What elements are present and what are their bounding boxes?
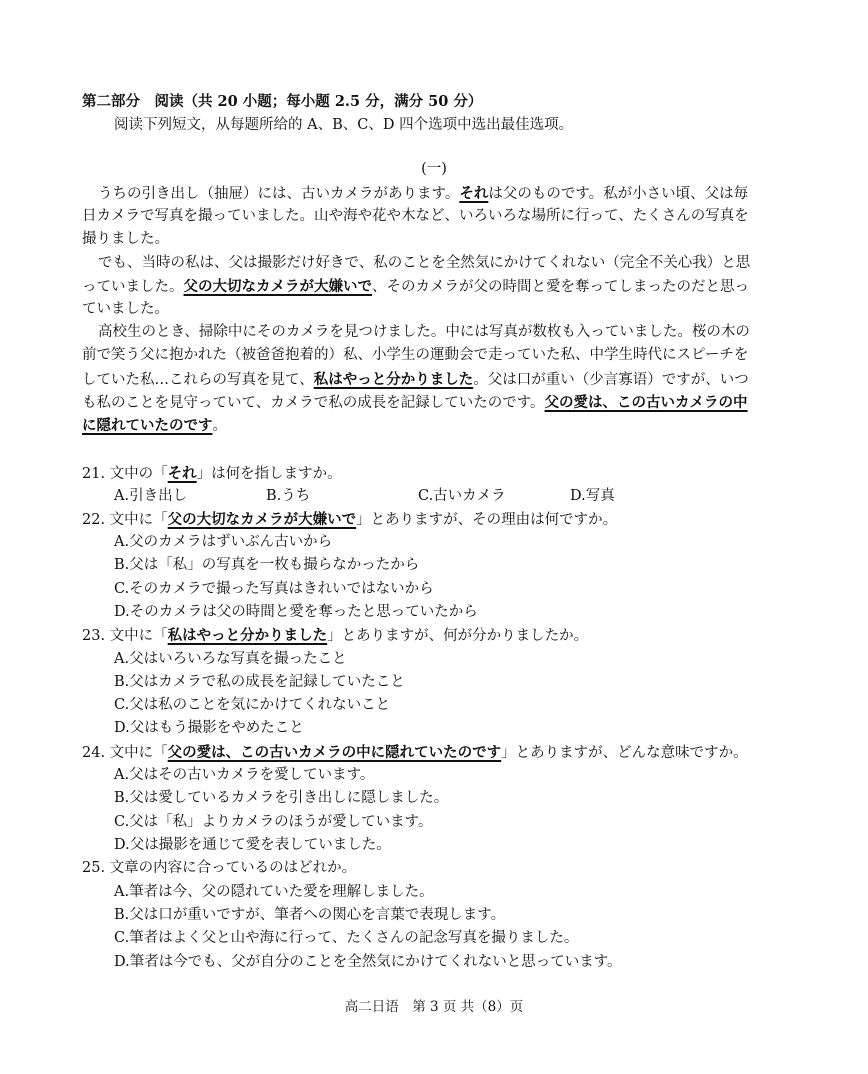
question-text: 文中に「 [109, 745, 168, 761]
question-22 [82, 508, 617, 532]
underlined-phrase: それ [459, 185, 489, 202]
passage-number: (一) [421, 161, 447, 177]
underlined-phrase: 父の愛は、この古いカメラの中に隠れていたのです [167, 744, 502, 761]
question-text: 文章の内容に合っているのはどれか。 [109, 860, 357, 876]
passage-text: は父のものです。私が小さい頃、父は毎 [488, 186, 749, 202]
question-25 [82, 857, 356, 880]
option-a[interactable]: A.父のカメラはずいぶん古いから [114, 534, 333, 550]
option-a[interactable]: A.父はその古いカメラを愛しています。 [114, 767, 375, 783]
option-c[interactable]: C.父は「私」よりカメラのほうが愛しています。 [114, 814, 433, 830]
underlined-phrase: 私はやっと分かりました [167, 627, 328, 644]
question-number: 25. [82, 860, 106, 876]
question-text: 」は何を指しますか。 [196, 466, 342, 482]
underlined-phrase: 父の大切なカメラが大嫌いで [183, 278, 372, 295]
option-d[interactable]: D.筆者は今でも、父が自分のことを全然気にかけてくれないと思っています。 [114, 954, 622, 970]
question-text: 文中に「 [109, 628, 168, 644]
option-b[interactable]: B.父は「私」の写真を一枚も撮らなかったから [114, 557, 420, 573]
underlined-phrase: 父の愛は、この古いカメラの中 [544, 394, 748, 411]
option-b[interactable]: B.父はカメラで私の成長を記録していたこと [114, 674, 405, 690]
instruction: 阅读下列短文，从每题所给的 A、B、C、D 四个选项中选出最佳选项。 [114, 117, 574, 133]
option-a[interactable]: A.引き出し [114, 488, 188, 504]
passage-line: でも、当時の私は、父は撮影だけ好きで、私のことを全然気にかけてくれない（完全不关心我）と思 [98, 255, 751, 271]
options-row [114, 485, 615, 508]
passage-line: 高校生のとき、掃除中にそのカメラを見つけました。中には写真が数枚も入っていました。桜の木の [98, 324, 750, 340]
question-number: 23. [82, 628, 106, 644]
passage-line: 撮りました。 [82, 231, 169, 247]
passage-line: 前で笑う父に抱かれた（被爸爸抱着的）私、小学生の運動会で走っていた私、中学生時代にスピーチを [82, 347, 749, 363]
question-text: 文中の「 [109, 466, 168, 482]
option-d[interactable]: D.父はもう撮影をやめたこと [114, 720, 304, 736]
passage-text: 。 [212, 418, 227, 434]
option-a[interactable]: A.父はいろいろな写真を撮ったこと [114, 651, 347, 667]
passage-line [82, 275, 749, 299]
option-c[interactable]: C.そのカメラで撮った写真はきれいではないから [114, 581, 434, 597]
passage-text: していた私…これらの写真を見て、 [82, 372, 314, 388]
question-text: 」とありますが、その理由は何ですか。 [356, 512, 618, 528]
passage-line [82, 182, 748, 206]
question-text: 」とありますが、何が分かりましたか。 [327, 628, 589, 644]
option-c[interactable]: C.古いカメラ [418, 488, 506, 504]
question-21 [82, 462, 342, 486]
passage-line [82, 368, 749, 392]
passage-line [82, 414, 227, 438]
question-text: 文中に「 [109, 512, 168, 528]
question-text: 」とありますが、どんな意味ですか。 [501, 745, 748, 761]
passage-text: うちの引き出し（抽屉）には、古いカメラがあります。 [98, 186, 460, 202]
passage-line: ていました。 [82, 301, 169, 317]
question-number: 21. [82, 466, 106, 482]
underlined-phrase: 私はやっと分かりました [313, 371, 474, 388]
question-number: 24. [82, 745, 106, 761]
question-number: 22. [82, 512, 106, 528]
passage-line: 日カメラで写真を撮っていました。山や海や花や木など、いろいろな場所に行って、たくさんの写真を [82, 208, 749, 224]
option-c[interactable]: C.父は私のことを気にかけてくれないこと [114, 697, 391, 713]
passage-text: っていました。 [82, 279, 184, 295]
option-b[interactable]: B.うち [266, 488, 311, 504]
underlined-phrase: それ [167, 465, 197, 482]
option-b[interactable]: B.父は口が重いですが、筆者への関心を言葉で表現します。 [114, 907, 506, 923]
underlined-phrase: に隠れていたのです [82, 417, 213, 434]
passage-text: 、そのカメラが父の時間と愛を奪ってしまったのだと思っ [372, 279, 749, 295]
option-a[interactable]: A.筆者は今、父の隠れていた愛を理解しました。 [114, 884, 434, 900]
section-title: 第二部分 阅读（共 20 小题；每小题 2.5 分，满分 50 分） [82, 93, 483, 110]
option-d[interactable]: D.父は撮影を通じて愛を表していました。 [114, 837, 391, 853]
underlined-phrase: 父の大切なカメラが大嫌いで [167, 511, 357, 528]
question-23 [82, 624, 588, 648]
passage-text: も私のことを見守っていて、カメラで私の成長を記録していたのです。 [82, 395, 545, 411]
option-b[interactable]: B.父は愛しているカメラを引き出しに隠しました。 [114, 790, 449, 806]
option-d[interactable]: D.写真 [570, 488, 615, 504]
option-c[interactable]: C.筆者はよく父と山や海に行って、たくさんの記念写真を撮りました。 [114, 930, 579, 946]
option-d[interactable]: D.そのカメラは父の時間と愛を奪ったと思っていたから [114, 604, 478, 620]
passage-text: 。父は口が重い（少言寡语）ですが、いつ [473, 372, 749, 388]
page-footer: 高二日语 第 3 页 共（8）页 [344, 999, 524, 1015]
passage-line [82, 391, 748, 415]
question-24 [82, 741, 748, 765]
